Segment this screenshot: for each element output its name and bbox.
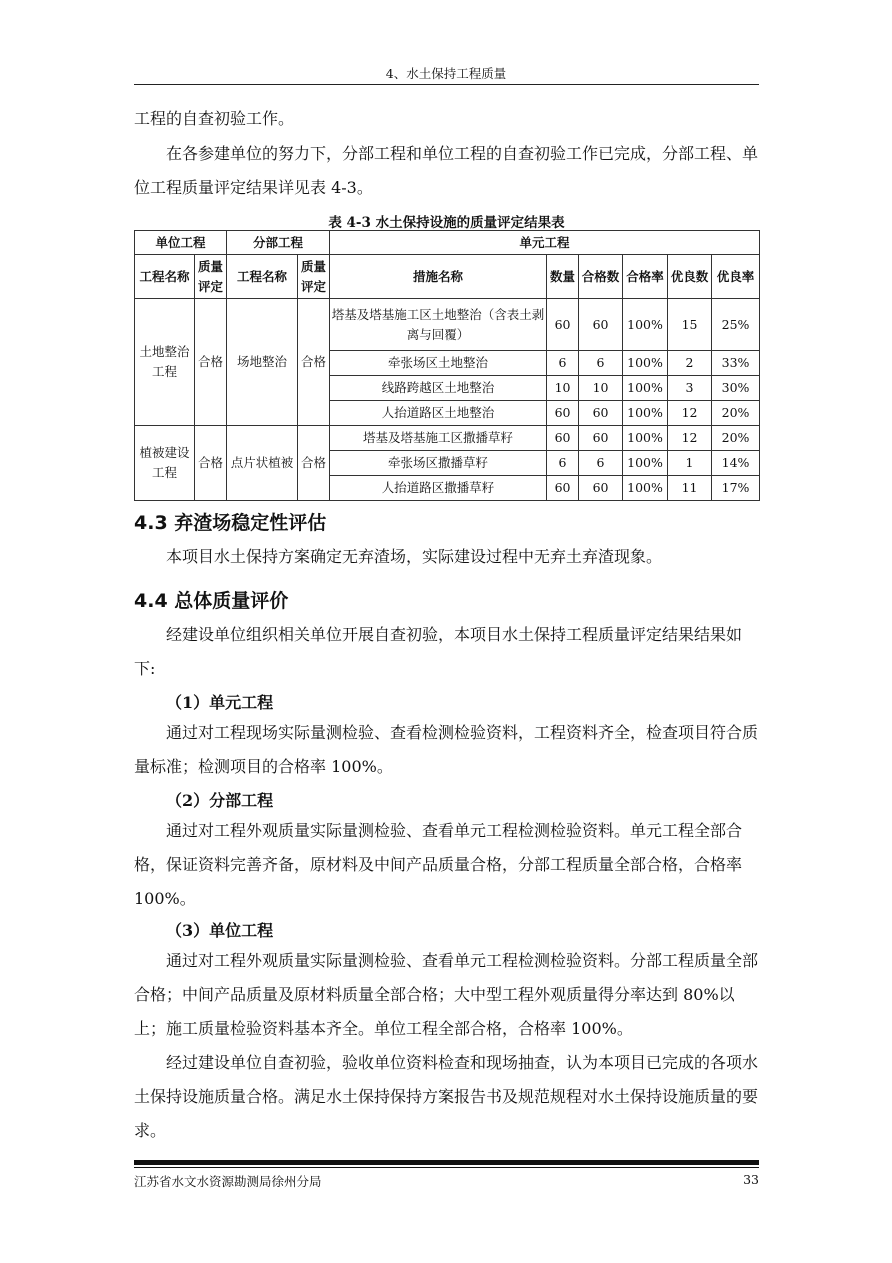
rate-cell: 100% <box>623 351 668 376</box>
subsection-1-body: 通过对工程现场实际量测检验、查看检测检验资料，工程资料齐全，检查项目符合质量标准；检测项目的合格率 100%。 <box>134 723 759 776</box>
footer-rule <box>134 1160 759 1165</box>
excellent-cell: 3 <box>668 376 712 401</box>
header-unit-name: 工程名称 <box>135 255 195 299</box>
subsection-3-title: （3）单位工程 <box>166 921 274 940</box>
count-cell: 60 <box>547 401 579 426</box>
measure-cell: 塔基及塔基施工区撒播草籽 <box>330 426 547 451</box>
subsection-1-title: （1）单元工程 <box>166 693 274 712</box>
pass-cell: 60 <box>579 299 623 351</box>
excellent-rate-cell: 25% <box>712 299 760 351</box>
excellent-rate-cell: 20% <box>712 426 760 451</box>
section-4-3-body: 本项目水土保持方案确定无弃渣场，实际建设过程中无弃土弃渣现象。 <box>166 547 663 566</box>
footer-rule-thin <box>134 1167 759 1168</box>
excellent-rate-cell: 30% <box>712 376 760 401</box>
excellent-rate-cell: 17% <box>712 476 760 501</box>
unit-quality-cell: 合格 <box>195 299 227 426</box>
excellent-rate-cell: 14% <box>712 451 760 476</box>
pass-cell: 60 <box>579 426 623 451</box>
pass-cell: 60 <box>579 476 623 501</box>
header-rule <box>134 84 759 85</box>
pass-cell: 10 <box>579 376 623 401</box>
rate-cell: 100% <box>623 476 668 501</box>
excellent-cell: 1 <box>668 451 712 476</box>
header-measure-name: 措施名称 <box>330 255 547 299</box>
count-cell: 6 <box>547 451 579 476</box>
table-row <box>135 426 760 451</box>
rate-cell: 100% <box>623 376 668 401</box>
count-cell: 60 <box>547 426 579 451</box>
measure-cell: 线路跨越区土地整治 <box>330 376 547 401</box>
header-pass-rate: 合格率 <box>623 255 668 299</box>
subsection-2-body: 通过对工程外观质量实际量测检验、查看单元工程检测检验资料。单元工程全部合格，保证资料完善齐备，原材料及中间产品质量合格，分部工程质量全部合格，合格率 100%。 <box>134 821 743 908</box>
rate-cell: 100% <box>623 401 668 426</box>
unit-name-cell: 植被建设工程 <box>135 426 195 501</box>
conclusion-paragraph: 经过建设单位自查初验，验收单位资料检查和现场抽查，认为本项目已完成的各项水土保持设施质量合格。满足水土保持保持方案报告书及规范规程对水土保持设施质量的要求。 <box>134 1053 759 1140</box>
quality-table <box>134 230 760 501</box>
page-number: 33 <box>743 1172 759 1187</box>
excellent-cell: 15 <box>668 299 712 351</box>
running-header: 4、水土保持工程质量 <box>385 66 507 81</box>
header-division-name: 工程名称 <box>227 255 298 299</box>
division-quality-cell: 合格 <box>298 426 330 501</box>
header-excellent-count: 优良数 <box>668 255 712 299</box>
rate-cell: 100% <box>623 426 668 451</box>
division-name-cell: 场地整治 <box>227 299 298 426</box>
division-name-cell: 点片状植被 <box>227 426 298 501</box>
rate-cell: 100% <box>623 451 668 476</box>
count-cell: 6 <box>547 351 579 376</box>
intro-line: 工程的自查初验工作。 <box>134 109 295 128</box>
header-unit-quality: 质量评定 <box>195 255 227 299</box>
count-cell: 60 <box>547 476 579 501</box>
header-element-project: 单元工程 <box>330 231 760 255</box>
excellent-rate-cell: 20% <box>712 401 760 426</box>
excellent-rate-cell: 33% <box>712 351 760 376</box>
rate-cell: 100% <box>623 299 668 351</box>
section-4-3-heading: 4.3 弃渣场稳定性评估 <box>134 512 327 534</box>
footer-organization: 江苏省水文水资源勘测局徐州分局 <box>134 1174 322 1189</box>
excellent-cell: 12 <box>668 401 712 426</box>
pass-cell: 60 <box>579 401 623 426</box>
header-unit-project: 单位工程 <box>135 231 227 255</box>
table-caption: 表 4-3 水土保持设施的质量评定结果表 <box>328 215 565 231</box>
excellent-cell: 11 <box>668 476 712 501</box>
excellent-cell: 12 <box>668 426 712 451</box>
measure-cell: 牵张场区撒播草籽 <box>330 451 547 476</box>
unit-name-cell: 土地整治工程 <box>135 299 195 426</box>
header-count: 数量 <box>547 255 579 299</box>
count-cell: 10 <box>547 376 579 401</box>
count-cell: 60 <box>547 299 579 351</box>
header-excellent-rate: 优良率 <box>712 255 760 299</box>
subsection-2-title: （2）分部工程 <box>166 791 274 810</box>
table-row <box>135 299 760 351</box>
section-4-4-heading: 4.4 总体质量评价 <box>134 590 289 612</box>
header-pass-count: 合格数 <box>579 255 623 299</box>
measure-cell: 牵张场区土地整治 <box>330 351 547 376</box>
measure-cell: 人抬道路区撒播草籽 <box>330 476 547 501</box>
unit-quality-cell: 合格 <box>195 426 227 501</box>
measure-cell: 人抬道路区土地整治 <box>330 401 547 426</box>
division-quality-cell: 合格 <box>298 299 330 426</box>
pass-cell: 6 <box>579 351 623 376</box>
section-4-4-intro: 经建设单位组织相关单位开展自查初验，本项目水土保持工程质量评定结果结果如下: <box>134 625 743 678</box>
subsection-3-body: 通过对工程外观质量实际量测检验、查看单元工程检测检验资料。分部工程质量全部合格；中间产品质量及原材料质量全部合格；大中型工程外观质量得分率达到 80%以上；施工质量检验资料基本齐全。单位工程全部合格，合格率 100%。 <box>134 951 759 1038</box>
header-division-project: 分部工程 <box>227 231 330 255</box>
excellent-cell: 2 <box>668 351 712 376</box>
header-division-quality: 质量评定 <box>298 255 330 299</box>
measure-cell: 塔基及塔基施工区土地整治（含表土剥离与回覆） <box>330 299 547 351</box>
intro-paragraph: 在各参建单位的努力下，分部工程和单位工程的自查初验工作已完成，分部工程、单位工程质量评定结果详见表 4-3。 <box>134 144 759 197</box>
pass-cell: 6 <box>579 451 623 476</box>
